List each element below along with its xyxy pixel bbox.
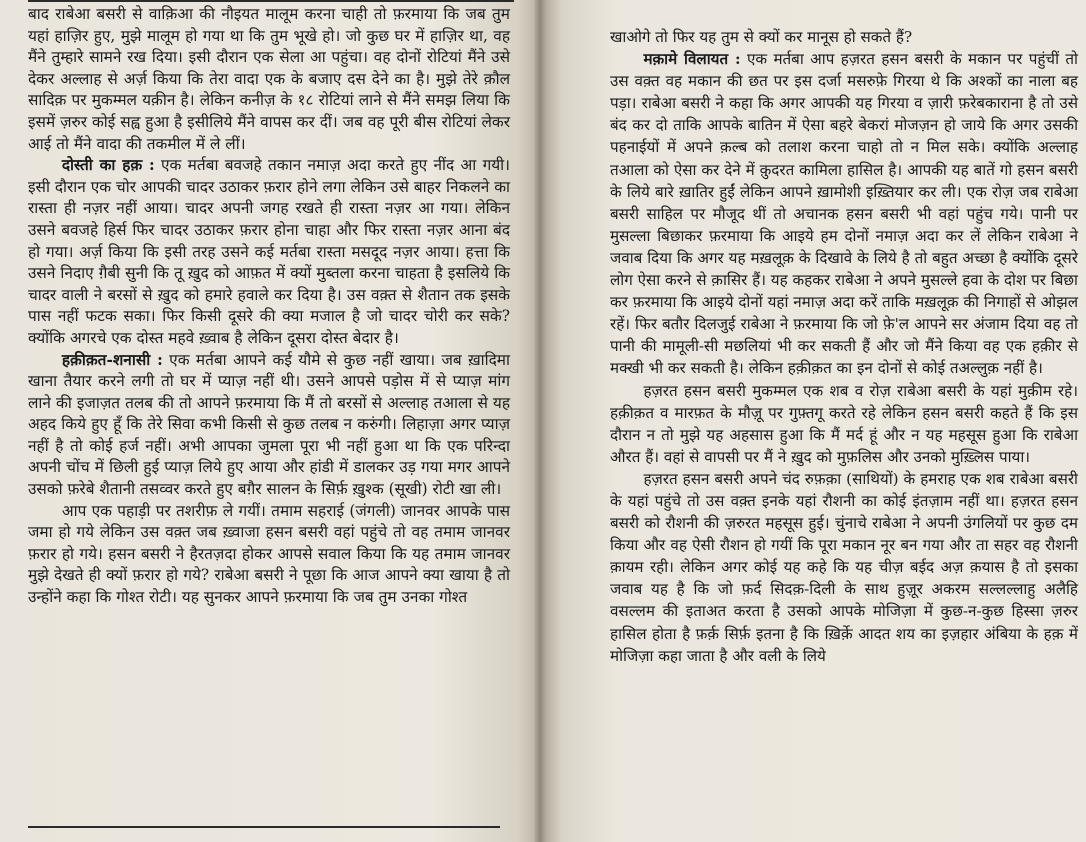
section-heading-haqiqat: हक़ीक़त-शनासी :	[61, 350, 163, 369]
book-gutter	[534, 0, 546, 842]
right-paragraph-4: हज़रत हसन बसरी अपने चंद रुफ़क़ा (साथियों) के हमराह एक शब राबेआ बसरी के यहां पहुंचे तो उस वक़्त इनके यहां रौशनी का कोई इंतज़ाम नहीं था। हज़रत हसन बसरी को रौशनी की ज़रुरत महसूस हुई। चुंनाचे राबेआ ने अपनी उंगलियों पर कुछ दम किया और वह ऐसी रौशन हो गयीं कि पूरा मकान नूर बन गया और ता सहर वह रौशनी क़ायम रही। लेकिन अगर कोई यह कहे कि यह चीज़ बईद अज़ क़यास है तो इसका जवाब यह है कि जो फ़र्द सिदक़-दिली के साथ हुज़ूर अकरम सल्लल्लाहु अलैहि वसल्लम की इताअत करता है उसको आपके मोजिज़ा में कुछ-न-कुछ हिस्सा ज़रुर हासिल होता है फ़र्क़ सिर्फ़ इतना है कि ख़िर्क़े आदत शय का इज़हार अंबिया के हक़ में मोजिज़ा कहा जाता है और वली के लिये	[610, 469, 1078, 665]
left-paragraph-4: आप एक पहाड़ी पर तशरीफ़ ले गयीं। तमाम सहराई (जंगली) जानवर आपके पास जमा हो गये लेकिन उस वक़्त जब ख़्वाजा हसन बसरी वहां पहुंचे तो वह तमाम जानवर फ़रार हो गये। हसन बसरी ने हैरतज़दा होकर आपसे सवाल किया कि यह तमाम जानवर मुझे देखते ही क्यों फ़रार हो गये? राबेआ बसरी ने पूछा कि आज आपने क्या खाया है तो उन्होंने कहा कि गोश्त रोटी। यह सुनकर आपने फ़रमाया कि जब तुम उनका गोश्त	[28, 501, 510, 607]
left-paragraph-2	[28, 155, 510, 349]
right-paragraph-1: खाओगे तो फिर यह तुम से क्यों कर मानूस हो सकते हैं?	[610, 28, 913, 46]
right-paragraph-3: हज़रत हसन बसरी मुकम्मल एक शब व रोज़ राबेआ बसरी के यहां मुक़ीम रहे। हक़ीक़त व मारफ़त के मौज़ू पर गुफ़्तगू करते रहे लेकिन हसन बसरी कहते हैं कि इस दौरान न तो मुझे यह अहसास हुआ कि मैं मर्द हूं और न यह महसूस हुआ कि राबेआ औरत हैं। वहां से वापसी पर मैं ने ख़ुद को मुफ़लिस और उनको मुख़्लिस पाया।	[610, 381, 1078, 466]
right-page	[540, 0, 1086, 842]
left-paragraph-1: बाद राबेआ बसरी से वाक़िआ की नौइयत मालूम करना चाही तो फ़रमाया कि जब तुम यहां हाज़िर हुए, मुझे मालूम हो गया था कि तुम भूखे हो। जो कुछ घर में हाज़िर था, वह मैंने तुम्हारे सामने रख दिया। इसी दौरान एक सेला आ पहुंचा। वह दोनों रोटियां मैंने उसे देकर अल्लाह से अर्ज़ किया कि तेरा वादा एक के बजाए दस देने का है। मुझे तेरे क़ौल सादिक़ पर मुकम्मल यक़ीन है। लेकिन कनीज़ के १८ रोटियां लाने से मैंने समझ लिया कि इसमें ज़रुर कोई सह्व हुआ है इसीलिये मैंने वापस कर दीं। जब वह पूरी बीस रोटियां लेकर आई तो मैंने वादा की तकमील में ले लीं।	[28, 5, 510, 153]
bottom-rule	[28, 826, 500, 828]
section-text-maqame: एक मर्तबा आप हज़रत हसन बसरी के मकान पर पहुंचीं तो उस वक़्त वह मकान की छत पर इस दर्जा मसरुफ़े गिरया थे कि अश्कों का नाला बह पड़ा। राबेआ बसरी ने कहा कि अगर आपकी यह गिरया व ज़ारी फ़रेबकाराना है तो उसे बंद कर दो ताकि आपके बातिन में ऐसा बहरे बेकरां मोजज़न हो जाये कि अगर उसकी पहनाईयों में अपने क़ल्ब को तलाश करना चाहो तो न मिल सके। क्योंकि अल्लाह तआला को ऐसा कर देने में क़ुदरत कामिला हासिल है। आपकी यह बातें गो हसन बसरी के लिये बारे ख़ातिर हुईं लेकिन आपने ख़ामोशी इख़्तियार कर ली। एक रोज़ जब राबेआ बसरी साहिल पर मौजूद थीं तो अचानक हसन बसरी भी वहां पहुंच गये। पानी पर मुसल्ला बिछाकर फ़रमाया कि आइये हम दोनों नमाज़ अदा कर लें लेकिन राबेआ ने जवाब दिया कि अगर यह मख़लूक़ के दिखावे के लिये है तो बहुत अच्छा है क्योंकि दूसरे लोग ऐसा करने से क़ासिर हैं। यह कहकर राबेआ ने अपने मुसल्ले हवा के दोश पर बिछा कर फ़रमाया कि आइये दोनों यहां नमाज़ अदा करें ताकि मख़लूक़ की निगाहों से ओझल रहें। फिर बतौर दिलजुई राबेआ ने फ़रमाया कि जो फ़े'ल आपने सर अंजाम दिया वह तो पानी की मामूली-सी मछलियां भी कर सकती हैं और जो मैंने किया वह एक हक़ीर से मक्खी भी कर सकती है। लेकिन हक़ीक़त का इन दोनों से कोई तअल्लुक़ नहीं है।	[610, 50, 1078, 378]
section-heading-maqame: मक़ामे विलायत :	[643, 50, 741, 69]
section-heading-dosti: दोस्ती का हक़ :	[61, 156, 155, 175]
top-rule	[28, 0, 514, 2]
left-page	[0, 0, 540, 842]
right-paragraph-2	[610, 48, 1078, 379]
section-text-dosti: एक मर्तबा बवजहे तकान नमाज़ अदा करते हुए नींद आ गयी। इसी दौरान एक चोर आपकी चादर उठाकर फ़रार होने लगा लेकिन उसे बाहर निकलने का रास्ता ही नज़र नहीं आया। चादर अपनी जगह रखते ही रास्ता नज़र आ गया। लेकिन उसने बवजहे हिर्स फिर चादर उठाकर फ़रार होना चाहा और फिर रास्ता नज़र आना बंद हो गया। अर्ज़ किया कि इसी तरह उसने कई मर्तबा रास्ता मसदूद नज़र आया। हत्ता कि उसने निदाए ग़ैबी सुनी कि तू ख़ुद को आफ़त में क्यों मुब्तला करना चाहता है इसलिये कि चादर वाली ने बरसों से ख़ुद को हमारे हवाले कर दिया है। उस वक़्त से शैतान तक इसके पास नहीं फटक सका। फिर किसी दूसरे की क्या मजाल है जो चादर चोरी कर सके? क्योंकि अगरचे एक दोस्त महवे ख़्वाब है लेकिन दूसरा दोस्त बेदार है।	[28, 156, 511, 347]
left-paragraph-3	[28, 350, 510, 501]
section-text-haqiqat: एक मर्तबा आपने कई यौमे से कुछ नहीं खाया। जब ख़ादिमा खाना तैयार करने लगी तो घर में प्याज़ नहीं थी। उसने आपसे पड़ोस में से प्याज़ मांग लाने की इजाज़त तलब की तो आपने फ़रमाया कि मैं तो बरसों से अल्लाह तआला से यह अहद किये हुए हूँ कि तेरे सिवा कभी किसी से कुछ तलब न करुंगी। लिहाज़ा अगर प्याज़ नहीं है तो कोई हर्ज नहीं। अभी आपका जुमला पूरा भी नहीं हुआ था कि एक परिन्दा अपनी चोंच में छिली हुई प्याज़ लिये हुए आया और हांडी में डालकर उड़ गया मगर आपने उसको फ़रेबे शैतानी तसव्वर करते हुए बग़ैर सालन के सिर्फ़ ख़ुश्क (सूखी) रोटी खा ली।	[28, 350, 510, 499]
